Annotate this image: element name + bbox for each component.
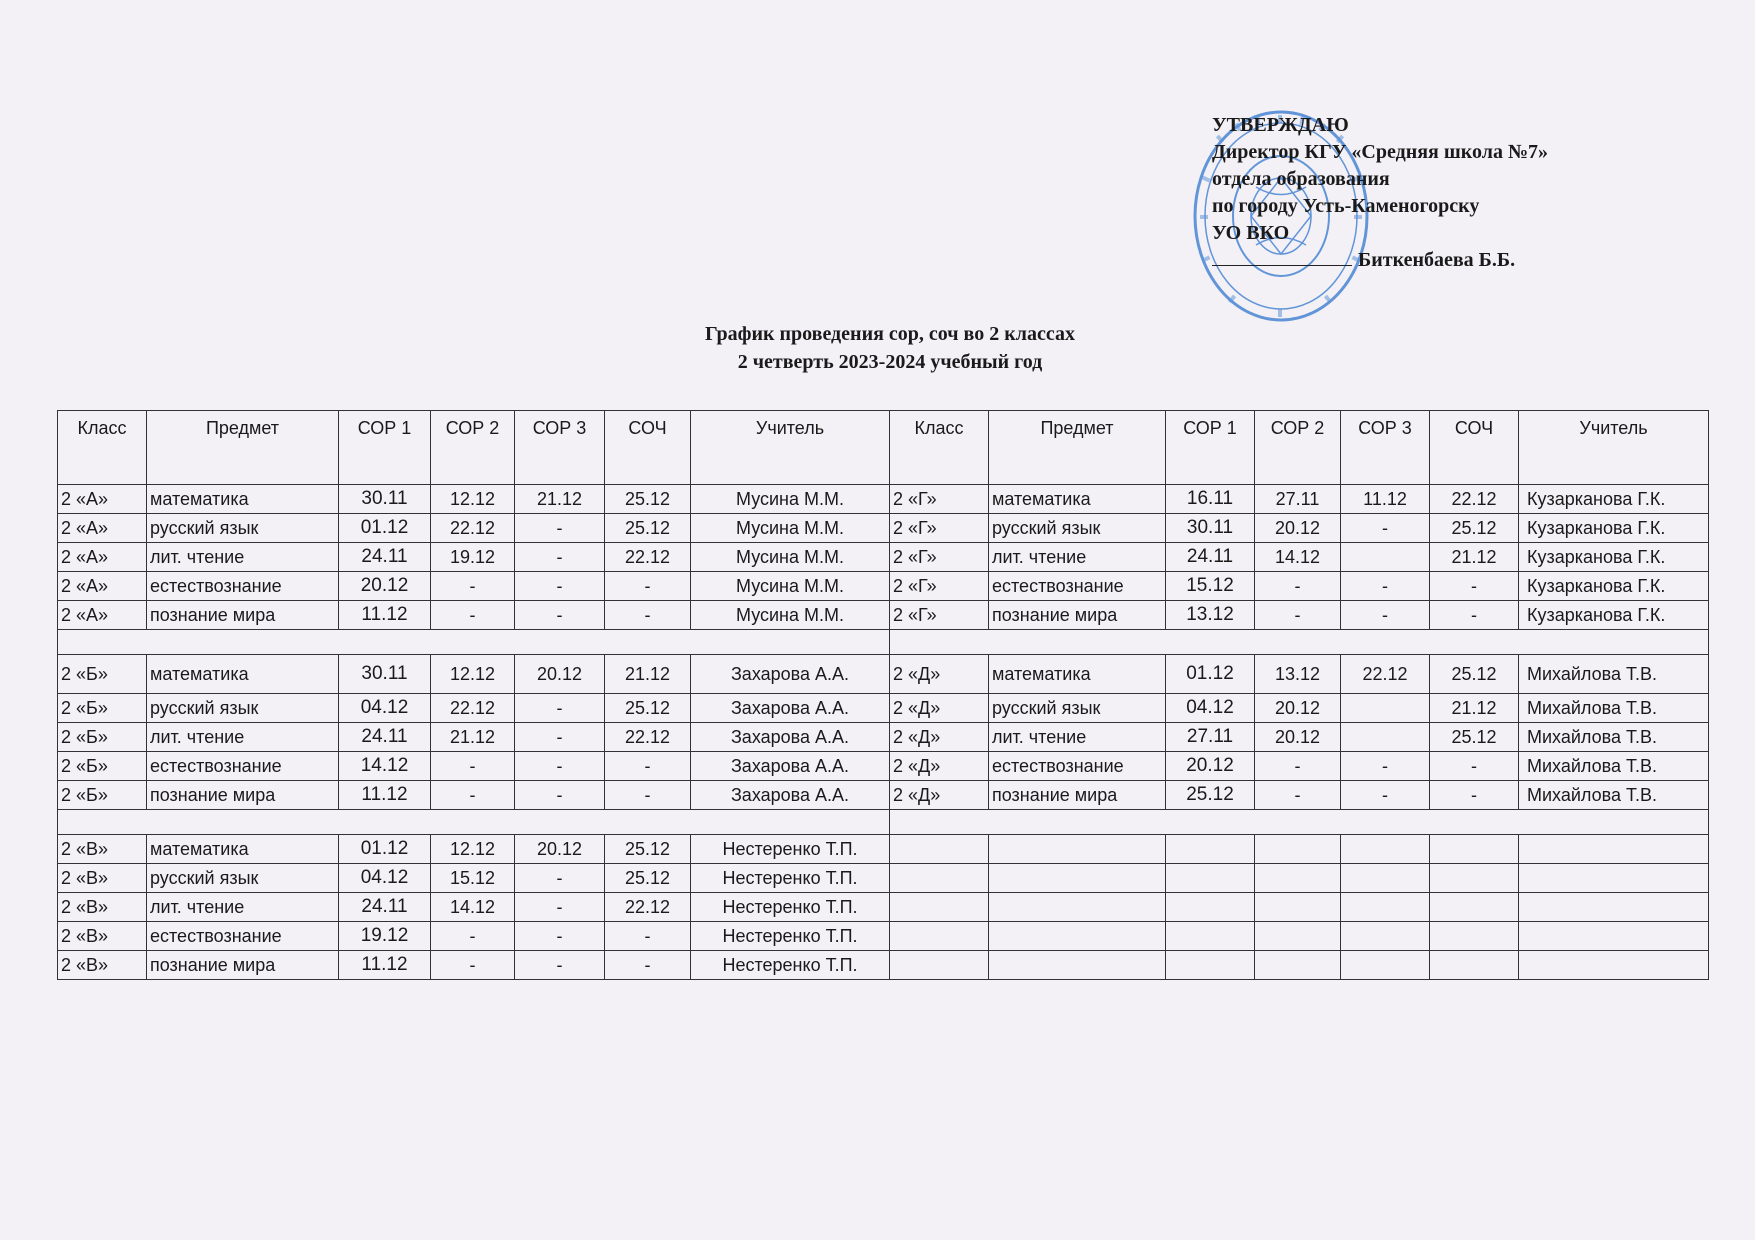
- left-cell-soch: 25.12: [605, 864, 691, 893]
- header-sor1-right: СОР 1: [1166, 411, 1255, 485]
- right-cell-class: 2 «Д»: [890, 781, 989, 810]
- right-cell-sor3: [1341, 723, 1430, 752]
- right-cell-subject: русский язык: [989, 694, 1166, 723]
- left-cell-teacher: Мусина М.М.: [691, 514, 890, 543]
- right-cell-sor3: 11.12: [1341, 485, 1430, 514]
- left-cell-class: 2 «А»: [58, 543, 147, 572]
- right-cell-teacher: Кузарканова Г.К.: [1519, 601, 1709, 630]
- table-row: [58, 485, 1709, 514]
- left-cell-subject: естествознание: [147, 572, 339, 601]
- right-cell-subject: познание мира: [989, 781, 1166, 810]
- left-cell-sor1: 11.12: [339, 951, 431, 980]
- table-row: [58, 694, 1709, 723]
- left-cell-class: 2 «Б»: [58, 694, 147, 723]
- header-teacher-right: Учитель: [1519, 411, 1709, 485]
- left-cell-sor3: -: [515, 752, 605, 781]
- right-cell-teacher: Михайлова Т.В.: [1519, 655, 1709, 694]
- left-cell-teacher: Мусина М.М.: [691, 572, 890, 601]
- right-cell-soch: -: [1430, 572, 1519, 601]
- left-cell-subject: познание мира: [147, 601, 339, 630]
- header-sor1: СОР 1: [339, 411, 431, 485]
- header-sor3-right: СОР 3: [1341, 411, 1430, 485]
- left-cell-sor2: 12.12: [431, 655, 515, 694]
- right-cell-soch: 25.12: [1430, 655, 1519, 694]
- left-cell-sor3: -: [515, 572, 605, 601]
- left-cell-soch: -: [605, 601, 691, 630]
- right-cell-sor3: 22.12: [1341, 655, 1430, 694]
- left-cell-sor1: 24.11: [339, 893, 431, 922]
- right-cell-sor1: 04.12: [1166, 694, 1255, 723]
- left-cell-class: 2 «В»: [58, 864, 147, 893]
- left-cell-sor2: -: [431, 951, 515, 980]
- right-cell-sor2: -: [1255, 781, 1341, 810]
- left-cell-sor3: -: [515, 543, 605, 572]
- left-cell-subject: лит. чтение: [147, 543, 339, 572]
- table-row: [58, 781, 1709, 810]
- left-cell-teacher: Нестеренко Т.П.: [691, 835, 890, 864]
- right-cell-class: [890, 951, 989, 980]
- header-soch-right: СОЧ: [1430, 411, 1519, 485]
- right-cell-sor2: 13.12: [1255, 655, 1341, 694]
- right-cell-class: 2 «Г»: [890, 601, 989, 630]
- right-cell-sor2: [1255, 922, 1341, 951]
- approval-signer: Биткенбаева Б.Б.: [1358, 249, 1516, 271]
- left-cell-subject: естествознание: [147, 752, 339, 781]
- right-cell-teacher: Михайлова Т.В.: [1519, 752, 1709, 781]
- group-separator-row: [58, 810, 1709, 835]
- right-cell-subject: лит. чтение: [989, 543, 1166, 572]
- left-cell-sor2: -: [431, 781, 515, 810]
- right-cell-sor3: -: [1341, 601, 1430, 630]
- left-cell-sor3: -: [515, 951, 605, 980]
- header-soch: СОЧ: [605, 411, 691, 485]
- left-cell-soch: 25.12: [605, 835, 691, 864]
- left-cell-sor1: 24.11: [339, 723, 431, 752]
- left-cell-sor3: -: [515, 781, 605, 810]
- left-cell-teacher: Мусина М.М.: [691, 601, 890, 630]
- right-cell-subject: [989, 835, 1166, 864]
- right-cell-soch: -: [1430, 781, 1519, 810]
- right-cell-subject: русский язык: [989, 514, 1166, 543]
- right-cell-sor1: [1166, 864, 1255, 893]
- left-cell-teacher: Мусина М.М.: [691, 485, 890, 514]
- right-cell-soch: [1430, 922, 1519, 951]
- right-cell-subject: познание мира: [989, 601, 1166, 630]
- left-cell-subject: познание мира: [147, 781, 339, 810]
- left-cell-sor2: 22.12: [431, 694, 515, 723]
- right-cell-soch: 25.12: [1430, 723, 1519, 752]
- right-cell-sor2: 20.12: [1255, 723, 1341, 752]
- right-cell-soch: [1430, 835, 1519, 864]
- right-cell-class: 2 «Д»: [890, 752, 989, 781]
- right-cell-soch: 21.12: [1430, 694, 1519, 723]
- right-cell-teacher: Михайлова Т.В.: [1519, 781, 1709, 810]
- left-cell-class: 2 «А»: [58, 572, 147, 601]
- right-cell-soch: -: [1430, 601, 1519, 630]
- left-cell-teacher: Захарова А.А.: [691, 694, 890, 723]
- left-cell-soch: -: [605, 922, 691, 951]
- right-cell-sor1: 13.12: [1166, 601, 1255, 630]
- table-row: [58, 893, 1709, 922]
- header-subject: Предмет: [147, 411, 339, 485]
- left-cell-sor1: 30.11: [339, 485, 431, 514]
- left-cell-sor1: 14.12: [339, 752, 431, 781]
- right-cell-class: 2 «Д»: [890, 655, 989, 694]
- right-cell-sor2: [1255, 864, 1341, 893]
- right-cell-sor1: 24.11: [1166, 543, 1255, 572]
- right-cell-subject: [989, 951, 1166, 980]
- table-row: [58, 951, 1709, 980]
- right-cell-sor1: 27.11: [1166, 723, 1255, 752]
- left-cell-sor1: 24.11: [339, 543, 431, 572]
- left-cell-sor2: -: [431, 752, 515, 781]
- right-cell-sor2: 27.11: [1255, 485, 1341, 514]
- left-cell-sor1: 20.12: [339, 572, 431, 601]
- left-cell-subject: естествознание: [147, 922, 339, 951]
- right-cell-teacher: Кузарканова Г.К.: [1519, 543, 1709, 572]
- left-cell-class: 2 «В»: [58, 893, 147, 922]
- header-sor3: СОР 3: [515, 411, 605, 485]
- right-cell-subject: [989, 922, 1166, 951]
- separator-cell-right: [890, 810, 1709, 835]
- left-cell-subject: математика: [147, 835, 339, 864]
- table-header-row: [58, 411, 1709, 485]
- left-cell-sor2: 14.12: [431, 893, 515, 922]
- schedule-table: [57, 410, 1709, 980]
- right-cell-subject: [989, 893, 1166, 922]
- table-row: [58, 922, 1709, 951]
- left-cell-sor2: 12.12: [431, 485, 515, 514]
- left-cell-sor3: 20.12: [515, 655, 605, 694]
- right-cell-teacher: [1519, 922, 1709, 951]
- left-cell-sor2: 19.12: [431, 543, 515, 572]
- left-cell-class: 2 «А»: [58, 485, 147, 514]
- left-cell-subject: русский язык: [147, 514, 339, 543]
- right-cell-sor3: [1341, 694, 1430, 723]
- table-row: [58, 572, 1709, 601]
- separator-cell-left: [58, 630, 890, 655]
- left-cell-soch: 25.12: [605, 485, 691, 514]
- left-cell-sor1: 19.12: [339, 922, 431, 951]
- right-cell-teacher: Кузарканова Г.К.: [1519, 514, 1709, 543]
- right-cell-class: 2 «Д»: [890, 723, 989, 752]
- approval-department: отдела образования: [1212, 168, 1390, 190]
- left-cell-sor3: -: [515, 893, 605, 922]
- left-cell-teacher: Захарова А.А.: [691, 752, 890, 781]
- left-cell-teacher: Нестеренко Т.П.: [691, 951, 890, 980]
- right-cell-subject: естествознание: [989, 572, 1166, 601]
- left-cell-sor3: -: [515, 723, 605, 752]
- left-cell-soch: 25.12: [605, 514, 691, 543]
- left-cell-teacher: Захарова А.А.: [691, 781, 890, 810]
- left-cell-sor2: 15.12: [431, 864, 515, 893]
- approval-city: по городу Усть-Каменогорску: [1212, 195, 1480, 217]
- right-cell-subject: [989, 864, 1166, 893]
- right-cell-sor3: -: [1341, 752, 1430, 781]
- header-class: Класс: [58, 411, 147, 485]
- table-body: [58, 485, 1709, 980]
- table-row: [58, 514, 1709, 543]
- right-cell-sor1: 15.12: [1166, 572, 1255, 601]
- right-cell-sor1: 16.11: [1166, 485, 1255, 514]
- left-cell-soch: -: [605, 572, 691, 601]
- right-cell-soch: 21.12: [1430, 543, 1519, 572]
- separator-cell-right: [890, 630, 1709, 655]
- approval-director: Директор КГУ «Средняя школа №7»: [1212, 141, 1549, 163]
- header-sor2-right: СОР 2: [1255, 411, 1341, 485]
- right-cell-teacher: [1519, 893, 1709, 922]
- left-cell-sor2: 12.12: [431, 835, 515, 864]
- right-cell-class: 2 «Г»: [890, 485, 989, 514]
- signature-underline: [1212, 265, 1352, 266]
- left-cell-sor3: -: [515, 601, 605, 630]
- left-cell-soch: 21.12: [605, 655, 691, 694]
- left-cell-sor2: -: [431, 601, 515, 630]
- group-separator-row: [58, 630, 1709, 655]
- left-cell-sor2: -: [431, 572, 515, 601]
- left-cell-teacher: Нестеренко Т.П.: [691, 864, 890, 893]
- right-cell-sor3: -: [1341, 514, 1430, 543]
- right-cell-class: 2 «Д»: [890, 694, 989, 723]
- left-cell-soch: -: [605, 752, 691, 781]
- left-cell-class: 2 «Б»: [58, 723, 147, 752]
- right-cell-soch: 25.12: [1430, 514, 1519, 543]
- right-cell-class: [890, 835, 989, 864]
- right-cell-soch: 22.12: [1430, 485, 1519, 514]
- right-cell-soch: [1430, 864, 1519, 893]
- header-teacher: Учитель: [691, 411, 890, 485]
- right-cell-class: 2 «Г»: [890, 514, 989, 543]
- left-cell-class: 2 «В»: [58, 951, 147, 980]
- left-cell-sor3: -: [515, 922, 605, 951]
- header-subject-right: Предмет: [989, 411, 1166, 485]
- left-cell-subject: лит. чтение: [147, 723, 339, 752]
- title-line-1: График проведения сор, соч во 2 классах: [705, 323, 1075, 345]
- right-cell-teacher: [1519, 864, 1709, 893]
- left-cell-teacher: Захарова А.А.: [691, 723, 890, 752]
- right-cell-sor1: [1166, 951, 1255, 980]
- right-cell-teacher: Михайлова Т.В.: [1519, 694, 1709, 723]
- header-sor2: СОР 2: [431, 411, 515, 485]
- right-cell-sor3: [1341, 951, 1430, 980]
- right-cell-teacher: Кузарканова Г.К.: [1519, 572, 1709, 601]
- right-cell-sor3: [1341, 922, 1430, 951]
- left-cell-sor1: 04.12: [339, 864, 431, 893]
- left-cell-sor3: 21.12: [515, 485, 605, 514]
- table-row: [58, 601, 1709, 630]
- left-cell-subject: познание мира: [147, 951, 339, 980]
- left-cell-sor3: -: [515, 694, 605, 723]
- left-cell-sor1: 30.11: [339, 655, 431, 694]
- right-cell-teacher: [1519, 951, 1709, 980]
- approval-block: [1212, 112, 1732, 274]
- right-cell-class: [890, 893, 989, 922]
- left-cell-soch: 22.12: [605, 893, 691, 922]
- left-cell-soch: 22.12: [605, 723, 691, 752]
- left-cell-class: 2 «Б»: [58, 781, 147, 810]
- left-cell-subject: русский язык: [147, 864, 339, 893]
- right-cell-sor2: -: [1255, 601, 1341, 630]
- right-cell-sor1: [1166, 893, 1255, 922]
- left-cell-sor2: 21.12: [431, 723, 515, 752]
- right-cell-class: 2 «Г»: [890, 543, 989, 572]
- right-cell-sor2: [1255, 835, 1341, 864]
- left-cell-class: 2 «В»: [58, 922, 147, 951]
- left-cell-sor2: -: [431, 922, 515, 951]
- right-cell-sor1: 01.12: [1166, 655, 1255, 694]
- left-cell-sor3: -: [515, 514, 605, 543]
- left-cell-soch: 25.12: [605, 694, 691, 723]
- right-cell-sor3: [1341, 893, 1430, 922]
- right-cell-sor1: [1166, 922, 1255, 951]
- right-cell-class: 2 «Г»: [890, 572, 989, 601]
- right-cell-soch: -: [1430, 752, 1519, 781]
- left-cell-class: 2 «В»: [58, 835, 147, 864]
- right-cell-teacher: Кузарканова Г.К.: [1519, 485, 1709, 514]
- right-cell-teacher: Михайлова Т.В.: [1519, 723, 1709, 752]
- right-cell-sor2: [1255, 951, 1341, 980]
- left-cell-teacher: Нестеренко Т.П.: [691, 922, 890, 951]
- right-cell-sor1: 25.12: [1166, 781, 1255, 810]
- left-cell-teacher: Нестеренко Т.П.: [691, 893, 890, 922]
- table-row: [58, 835, 1709, 864]
- right-cell-subject: математика: [989, 485, 1166, 514]
- right-cell-sor3: [1341, 864, 1430, 893]
- left-cell-subject: математика: [147, 655, 339, 694]
- right-cell-soch: [1430, 893, 1519, 922]
- table-row: [58, 543, 1709, 572]
- right-cell-sor3: -: [1341, 781, 1430, 810]
- right-cell-class: [890, 922, 989, 951]
- title-line-2: 2 четверть 2023-2024 учебный год: [737, 351, 1043, 373]
- left-cell-subject: математика: [147, 485, 339, 514]
- right-cell-teacher: [1519, 835, 1709, 864]
- left-cell-sor1: 01.12: [339, 835, 431, 864]
- approval-region: УО ВКО: [1212, 222, 1290, 244]
- table-row: [58, 752, 1709, 781]
- left-cell-class: 2 «Б»: [58, 655, 147, 694]
- left-cell-class: 2 «А»: [58, 601, 147, 630]
- left-cell-soch: -: [605, 951, 691, 980]
- header-class-right: Класс: [890, 411, 989, 485]
- right-cell-sor2: 20.12: [1255, 514, 1341, 543]
- right-cell-sor1: 20.12: [1166, 752, 1255, 781]
- left-cell-class: 2 «Б»: [58, 752, 147, 781]
- right-cell-sor2: -: [1255, 752, 1341, 781]
- document-title: [540, 320, 1240, 376]
- right-cell-subject: естествознание: [989, 752, 1166, 781]
- right-cell-sor3: [1341, 543, 1430, 572]
- left-cell-sor1: 11.12: [339, 781, 431, 810]
- table-row: [58, 655, 1709, 694]
- right-cell-sor2: 20.12: [1255, 694, 1341, 723]
- left-cell-sor3: -: [515, 864, 605, 893]
- left-cell-sor3: 20.12: [515, 835, 605, 864]
- right-cell-sor3: -: [1341, 572, 1430, 601]
- left-cell-sor2: 22.12: [431, 514, 515, 543]
- left-cell-sor1: 04.12: [339, 694, 431, 723]
- left-cell-class: 2 «А»: [58, 514, 147, 543]
- right-cell-class: [890, 864, 989, 893]
- right-cell-sor1: [1166, 835, 1255, 864]
- left-cell-sor1: 01.12: [339, 514, 431, 543]
- table-row: [58, 723, 1709, 752]
- left-cell-soch: 22.12: [605, 543, 691, 572]
- left-cell-teacher: Мусина М.М.: [691, 543, 890, 572]
- left-cell-soch: -: [605, 781, 691, 810]
- right-cell-sor3: [1341, 835, 1430, 864]
- left-cell-sor1: 11.12: [339, 601, 431, 630]
- separator-cell-left: [58, 810, 890, 835]
- left-cell-subject: лит. чтение: [147, 893, 339, 922]
- right-cell-soch: [1430, 951, 1519, 980]
- right-cell-sor2: 14.12: [1255, 543, 1341, 572]
- right-cell-sor1: 30.11: [1166, 514, 1255, 543]
- table-row: [58, 864, 1709, 893]
- approval-heading: УТВЕРЖДАЮ: [1212, 114, 1349, 136]
- approval-signature-line: [1212, 247, 1732, 274]
- right-cell-sor2: -: [1255, 572, 1341, 601]
- right-cell-sor2: [1255, 893, 1341, 922]
- right-cell-subject: математика: [989, 655, 1166, 694]
- left-cell-subject: русский язык: [147, 694, 339, 723]
- right-cell-subject: лит. чтение: [989, 723, 1166, 752]
- left-cell-teacher: Захарова А.А.: [691, 655, 890, 694]
